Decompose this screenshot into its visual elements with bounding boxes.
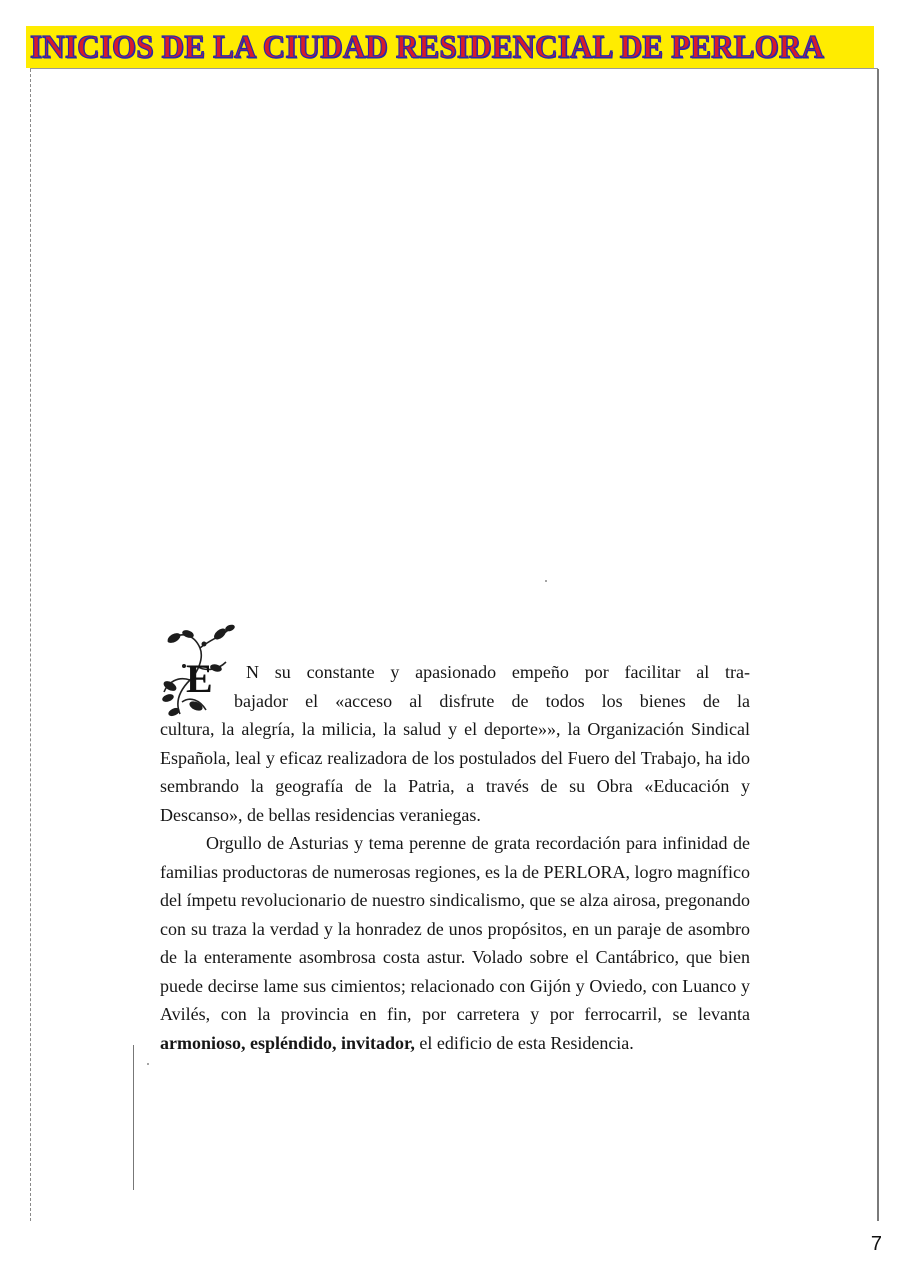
- page-title: INICIOS DE LA CIUDAD RESIDENCIAL DE PERLORA: [30, 28, 825, 65]
- title-banner: [26, 26, 874, 68]
- frame-right-border: [877, 69, 879, 1221]
- paragraph-1-line-2: bajador el «acceso al disfrute de todos los bienes de la: [234, 690, 750, 711]
- scan-speck: [147, 1063, 149, 1065]
- document-body: [160, 658, 750, 1057]
- page-number: 7: [870, 1233, 882, 1255]
- paragraph-1-rest: cultura, la alegría, la milicia, la salud y el deporte»», la Organización Sindical Española, leal y eficaz realizadora de los postulados del Fuero del Trabajo, ha ido sembrando la geografía de la Patria, a través de su Obra «Educación y Descanso», de bellas residencias veraniegas.: [160, 719, 750, 825]
- frame-left-dashed-border: [30, 69, 31, 1221]
- paragraph-2-bold-text: armonioso, espléndido, invitador,: [160, 1032, 415, 1053]
- scan-speck: [545, 580, 547, 582]
- scan-margin-mark: [133, 1045, 134, 1190]
- paragraph-2: [160, 829, 750, 1057]
- frame-top-border: [30, 68, 878, 69]
- drop-cap-letter: E: [186, 656, 213, 701]
- paragraph-2-ending: el edificio de esta Residencia.: [414, 1032, 634, 1053]
- paragraph-1-line-1: N su constante y apasionado empeño por facilitar al tra-: [246, 662, 750, 682]
- paragraph-1: [160, 658, 750, 829]
- paragraph-2-text: Orgullo de Asturias y tema perenne de grata recordación para infinidad de familias productoras de numerosas regiones, es la de PERLORA, logro magnífico del ímpetu revolucionario de nuestro sindicalismo, que se alza airosa, pregonando con su traza la verdad y la honradez de unos propósitos, en un paraje de asombro de la enteramente asombrosa costa astur. Volado sobre el Cantábrico, que bien puede decirse lame sus cimientos; relacionado con Gijón y Oviedo, con Luanco y Avilés, con la provincia en fin, por carretera y por ferrocarril, se levanta: [160, 833, 750, 1024]
